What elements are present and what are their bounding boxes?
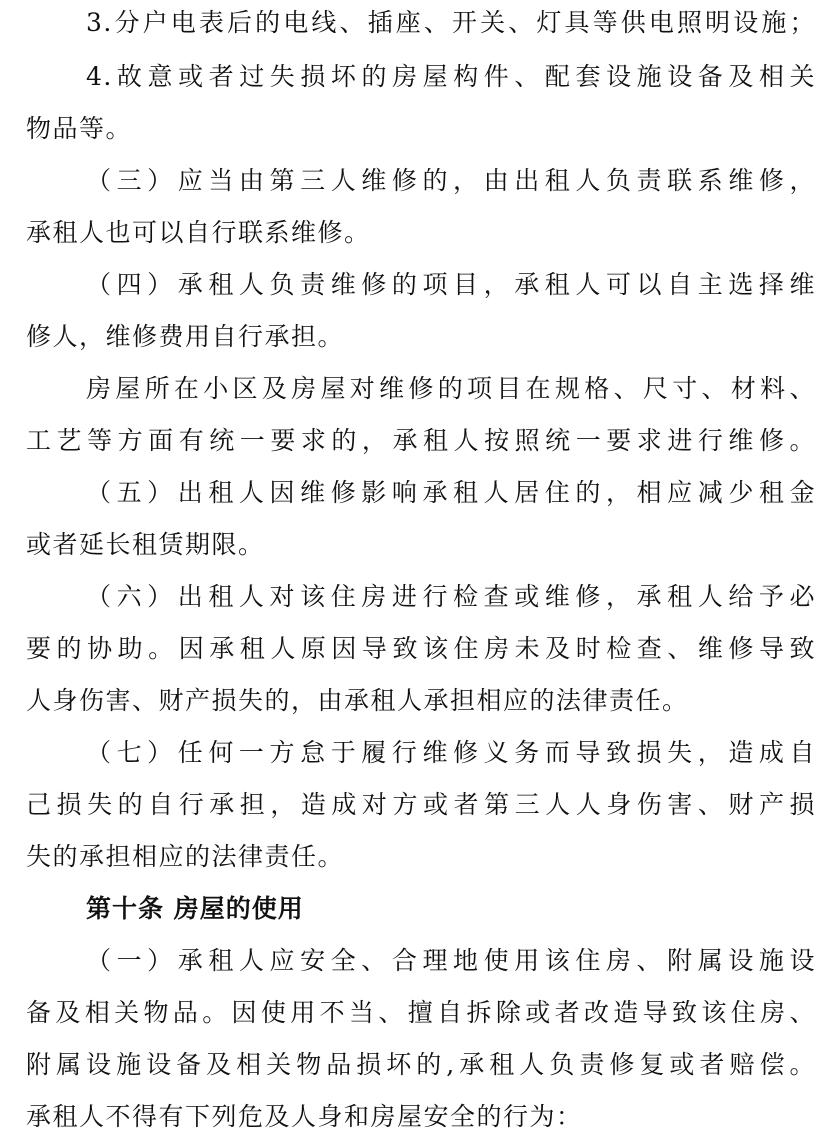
text-line: 修人，维修费用自行承担。 (26, 322, 345, 351)
text-line: （四）承租人负责维修的项目，承租人可以自主选择维 (86, 270, 816, 299)
text-line: 或者延长租赁期限。 (26, 530, 265, 559)
text-line: 3.分户电表后的电线、插座、开关、灯具等供电照明设施； (86, 8, 816, 37)
text-line: 物品等。 (26, 114, 133, 143)
text-line: 己损失的自行承担，造成对方或者第三人人身伤害、财产损 (26, 790, 816, 819)
text-line: 附属设施设备及相关物品损坏的,承租人负责修复或者赔偿。 (26, 1050, 816, 1079)
text-line: 4.故意或者过失损坏的房屋构件、配套设施设备及相关 (86, 62, 816, 91)
text-line: （一）承租人应安全、合理地使用该住房、附属设施设 (86, 946, 816, 975)
text-line: 承租人也可以自行联系维修。 (26, 218, 371, 247)
text-line: （六）出租人对该住房进行检查或维修，承租人给予必 (86, 582, 816, 611)
text-line: 工艺等方面有统一要求的，承租人按照统一要求进行维修。 (26, 426, 816, 455)
text-line: 承租人不得有下列危及人身和房屋安全的行为： (26, 1102, 583, 1131)
text-line: 人身伤害、财产损失的，由承租人承担相应的法律责任。 (26, 686, 689, 715)
text-line: （五）出租人因维修影响承租人居住的，相应减少租金 (86, 478, 816, 507)
text-line: 备及相关物品。因使用不当、擅自拆除或者改造导致该住房、 (26, 998, 816, 1027)
text-line: 失的承担相应的法律责任。 (26, 842, 345, 871)
text-line: （七）任何一方怠于履行维修义务而导致损失，造成自 (86, 738, 816, 767)
text-line: 房屋所在小区及房屋对维修的项目在规格、尺寸、材料、 (86, 374, 816, 403)
section-heading: 第十条 房屋的使用 (86, 894, 304, 923)
text-line: 要的协助。因承租人原因导致该住房未及时检查、维修导致 (26, 634, 816, 663)
text-line: （三）应当由第三人维修的，由出租人负责联系维修， (86, 166, 816, 195)
